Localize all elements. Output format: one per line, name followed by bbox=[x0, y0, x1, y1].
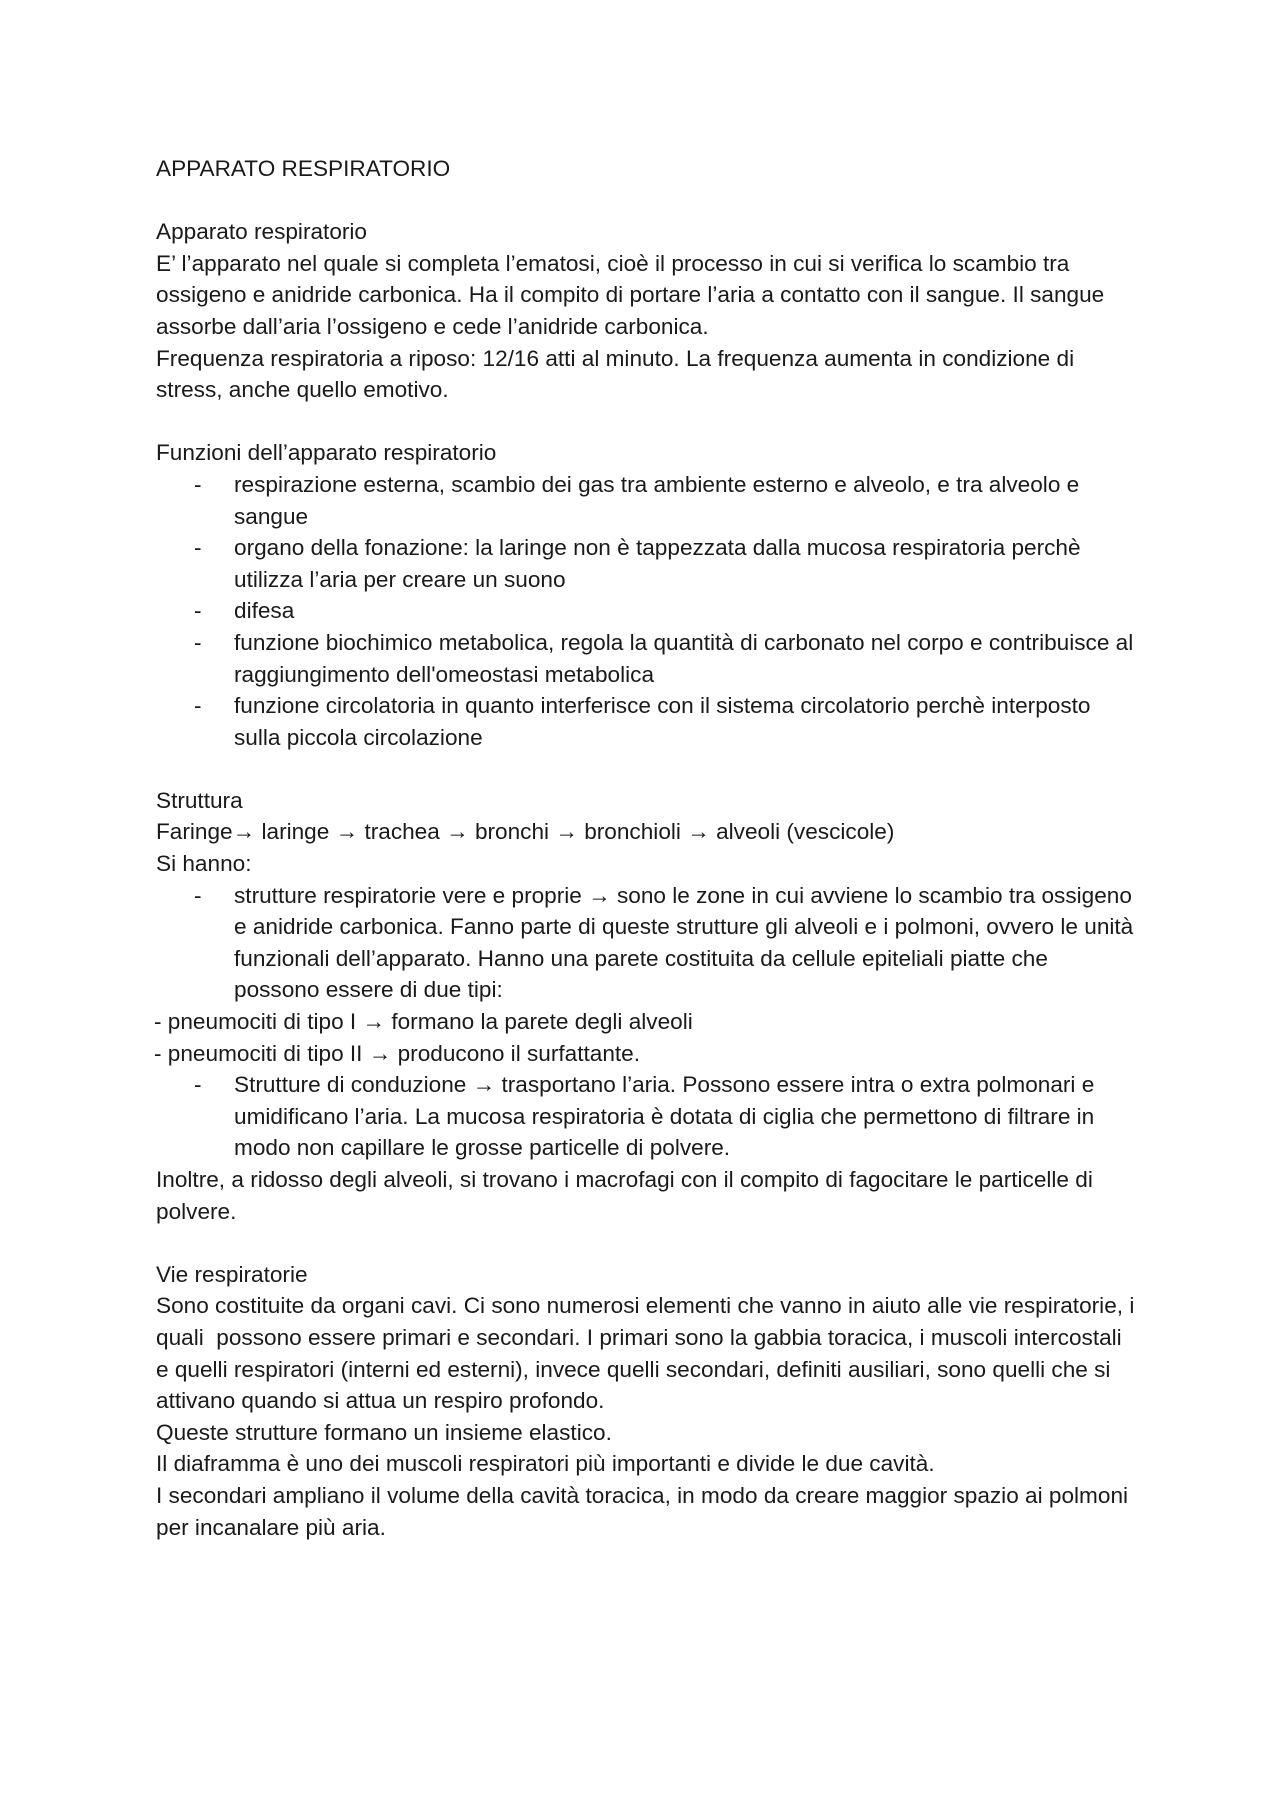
list-item-text: funzione circolatoria in quanto interferisce con il sistema circolatorio perchè interposto sulla piccola circolazione bbox=[234, 693, 1091, 750]
list-item bbox=[156, 880, 1136, 1006]
spacer bbox=[156, 185, 1136, 217]
list-item-text: difesa bbox=[234, 598, 295, 624]
list-bullet: - bbox=[194, 693, 202, 719]
airways-paragraph-2: Queste strutture formano un insieme elastico. bbox=[156, 1419, 612, 1445]
list-item bbox=[156, 627, 1136, 690]
list-item-text: funzione biochimico metabolica, regola la quantità di carbonato nel corpo e contribuisce al raggiungimento dell'omeostasi metabolica bbox=[234, 629, 1134, 687]
list-item bbox=[156, 532, 1136, 595]
structure-subitem-2: - pneumociti di tipo II → producono il surfattante. bbox=[154, 1040, 641, 1066]
list-bullet: - bbox=[194, 471, 202, 497]
section-heading-intro: Apparato respiratorio bbox=[156, 219, 367, 245]
document-page bbox=[154, 153, 1141, 1543]
list-bullet: - bbox=[194, 1072, 202, 1098]
spacer bbox=[156, 1227, 1136, 1259]
list-item bbox=[156, 595, 1136, 627]
list-item-text: Strutture di conduzione → trasportano l’aria. Possono essere intra o extra polmonari e umidificano l’aria. La mucosa respiratoria è dotata di ciglia che permettono di filtrare in modo non capillare le grosse particelle di polvere. bbox=[234, 1072, 1095, 1161]
airways-paragraph-1: Sono costituite da organi cavi. Ci sono numerosi elementi che vanno in aiuto alle vie respiratorie, i quali possono essere primari e secondari. I primari sono la gabbia toracica, i muscoli intercostali e quelli respiratori (interni ed esterni), invece quelli secondari, definiti ausiliari, sono quelli che si attivano quando si attua un respiro profondo. bbox=[156, 1293, 1141, 1414]
structure-list-1 bbox=[156, 880, 1136, 1006]
section-heading-functions: Funzioni dell’apparato respiratorio bbox=[156, 440, 497, 466]
list-item bbox=[156, 469, 1136, 532]
intro-paragraph-2: Frequenza respiratoria a riposo: 12/16 atti al minuto. La frequenza aumenta in condizione di stress, anche quello emotivo. bbox=[156, 345, 1081, 403]
structure-list-2 bbox=[156, 1069, 1136, 1164]
functions-list bbox=[156, 469, 1136, 753]
spacer bbox=[156, 406, 1136, 438]
structure-intro: Si hanno: bbox=[156, 851, 252, 877]
document-title: APPARATO RESPIRATORIO bbox=[156, 156, 451, 181]
airways-paragraph-4: I secondari ampliano il volume della cavità toracica, in modo da creare maggior spazio ai polmoni per incanalare più aria. bbox=[156, 1482, 1135, 1540]
list-item bbox=[156, 1069, 1136, 1164]
list-bullet: - bbox=[194, 629, 202, 655]
list-item-text: respirazione esterna, scambio dei gas tra ambiente esterno e alveolo, e tra alveolo e sangue bbox=[234, 471, 1080, 529]
list-item bbox=[156, 690, 1136, 753]
intro-paragraph-1: E’ l’apparato nel quale si completa l’ematosi, cioè il processo in cui si verifica lo scambio tra ossigeno e anidride carbonica. Ha il compito di portare l’aria a contatto con il sangue. Il sangue assorbe dall’aria l’ossigeno e cede l’anidride carbonica. bbox=[156, 250, 1111, 339]
structure-subitem-1: - pneumociti di tipo I → formano la parete degli alveoli bbox=[154, 1009, 693, 1035]
list-item-text: organo della fonazione: la laringe non è tappezzata dalla mucosa respiratoria perchè utilizza l’aria per creare un suono bbox=[234, 535, 1081, 592]
structure-closing: Inoltre, a ridosso degli alveoli, si trovano i macrofagi con il compito di fagocitare le particelle di polvere. bbox=[156, 1167, 1100, 1224]
list-bullet: - bbox=[194, 882, 202, 908]
list-bullet: - bbox=[194, 598, 202, 624]
structure-path: Faringe→ laringe → trachea → bronchi → bronchioli → alveoli (vescicole) bbox=[156, 819, 895, 845]
list-bullet: - bbox=[194, 535, 202, 561]
airways-paragraph-3: Il diaframma è uno dei muscoli respiratori più importanti e divide le due cavità. bbox=[156, 1451, 935, 1477]
section-heading-structure: Struttura bbox=[156, 787, 243, 813]
spacer bbox=[156, 753, 1136, 785]
section-heading-airways: Vie respiratorie bbox=[156, 1261, 308, 1287]
list-item-text: strutture respiratorie vere e proprie → sono le zone in cui avviene lo scambio tra ossigeno e anidride carbonica. Fanno parte di queste strutture gli alveoli e i polmoni, ovvero le unità funzionali dell’apparato. Hanno una parete costituita da cellule epiteliali piatte che possono essere di due tipi: bbox=[234, 882, 1134, 1003]
